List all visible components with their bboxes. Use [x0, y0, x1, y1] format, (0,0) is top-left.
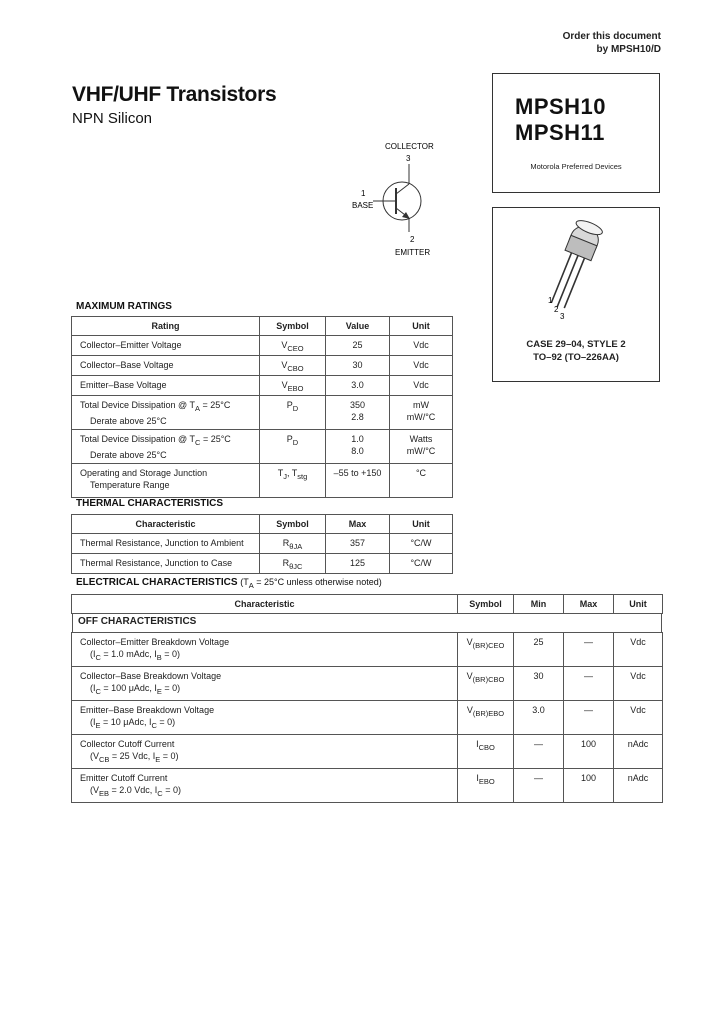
table-row: Emitter Cutoff Current ($V_{EB} = 2.0$ Vdc, $I_C = 0$) $I_{EBO}$ — 100 nAdc — [72, 769, 663, 803]
case-pin-3: 3 — [560, 312, 565, 321]
page-title: VHF/UHF Transistors — [72, 83, 277, 106]
header-rating: Rating — [72, 317, 260, 336]
order-line-1: Order this document — [562, 31, 661, 42]
part-number-box — [492, 73, 660, 193]
npn-transistor-symbol — [340, 138, 450, 263]
emitter-label: EMITTER — [395, 248, 431, 257]
table-row: Operating and Storage Junction Temperature Range $T_J$, $T_{stg}$ –55 to +150 °C — [72, 464, 453, 498]
max-ratings-heading: MAXIMUM RATINGS — [76, 301, 172, 312]
header-symbol: Symbol — [260, 317, 326, 336]
order-info — [563, 30, 661, 56]
base-pin: 1 — [361, 189, 366, 198]
electrical-header-table — [71, 594, 663, 614]
table-row: Thermal Resistance, Junction to Case $R_{\theta JC}$ 125 °C/W — [72, 554, 453, 574]
case-pin-1: 1 — [548, 296, 553, 305]
electrical-heading: ELECTRICAL CHARACTERISTICS ($T_A = 25^\circ C$ unless otherwise noted) — [76, 577, 382, 590]
preferred-devices-label: Motorola Preferred Devices — [530, 162, 622, 171]
table-row: Thermal Resistance, Junction to Ambient $R_{\theta JA}$ 357 °C/W — [72, 534, 453, 554]
table-row: Collector–Base Breakdown Voltage ($I_C = 100$ μAdc, $I_E = 0$) $V_{(BR)CBO}$ 30 — Vdc — [72, 667, 663, 701]
collector-label: COLLECTOR — [385, 142, 434, 151]
case-package: TO–92 (TO–226AA) — [533, 352, 619, 363]
case-pin-2: 2 — [554, 305, 559, 314]
thermal-table — [71, 514, 453, 574]
part-number-1: MPSH10 — [515, 94, 607, 119]
page-subtitle: NPN Silicon — [72, 110, 153, 127]
table-row: Collector–Base Voltage $V_{CBO}$ 30 Vdc — [72, 356, 453, 376]
case-box — [492, 207, 660, 382]
table-header-row: Characteristic Symbol Min Max Unit — [72, 595, 663, 614]
emitter-pin: 2 — [410, 235, 415, 244]
table-row: Collector Cutoff Current ($V_{CB} = 25$ Vdc, $I_E = 0$) $I_{CBO}$ — 100 nAdc — [72, 735, 663, 769]
header-value: Value — [326, 317, 390, 336]
to92-package-icon — [493, 208, 659, 333]
header-unit: Unit — [390, 317, 453, 336]
table-row: Collector–Emitter Breakdown Voltage ($I_C = 1.0$ mAdc, $I_B = 0$) $V_{(BR)CEO}$ 25 — Vdc — [72, 633, 663, 667]
base-label: BASE — [352, 201, 374, 210]
table-row: Total Device Dissipation @ $T_A = 25^\circ C$ Derate above 25°C $P_D$ 350 2.8 mW mW/°C — [72, 396, 453, 430]
collector-pin: 3 — [406, 154, 411, 163]
order-line-2: by MPSH10/D — [596, 44, 661, 55]
table-header-row: Characteristic Symbol Max Unit — [72, 515, 453, 534]
part-number-2: MPSH11 — [515, 120, 605, 145]
electrical-table — [71, 632, 663, 803]
off-characteristics-heading: OFF CHARACTERISTICS — [72, 613, 662, 632]
case-style: CASE 29–04, STYLE 2 — [526, 339, 626, 350]
max-ratings-table — [71, 316, 453, 498]
table-row: Emitter–Base Breakdown Voltage ($I_E = 10$ μAdc, $I_C = 0$) $V_{(BR)EBO}$ 3.0 — Vdc — [72, 701, 663, 735]
table-row: Emitter–Base Voltage $V_{EBO}$ 3.0 Vdc — [72, 376, 453, 396]
table-row: Collector–Emitter Voltage $V_{CEO}$ 25 Vdc — [72, 336, 453, 356]
table-header-row — [72, 317, 453, 336]
thermal-heading: THERMAL CHARACTERISTICS — [76, 498, 224, 509]
table-row: Total Device Dissipation @ $T_C = 25^\circ C$ Derate above 25°C $P_D$ 1.0 8.0 Watts mW/°C — [72, 430, 453, 464]
